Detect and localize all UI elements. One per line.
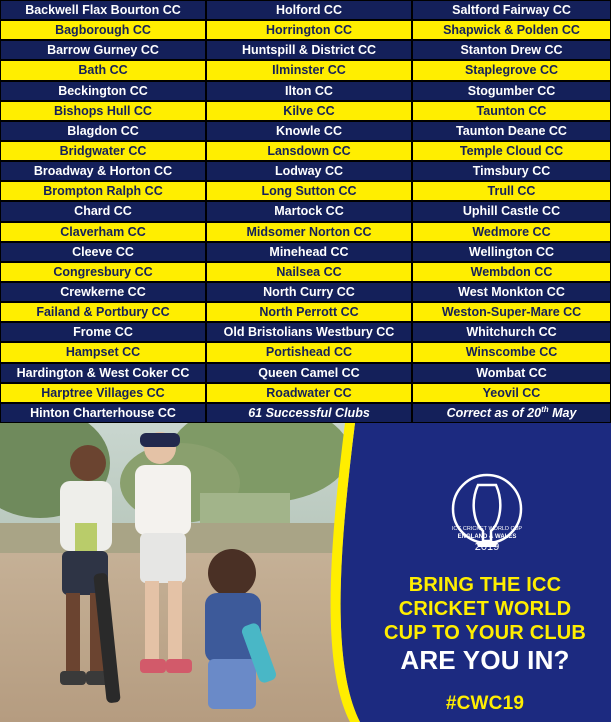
club-cell: Saltford Fairway CC [412,0,611,20]
club-cell: Bishops Hull CC [0,101,206,121]
club-cell: Nailsea CC [206,262,412,282]
club-cell: Taunton CC [412,101,611,121]
table-row [0,383,611,403]
club-cell: Holford CC [206,0,412,20]
logo-year: 2019 [474,541,500,553]
club-cell: Ilminster CC [206,60,412,80]
table-row [0,242,611,262]
logo-line-2: ENGLAND & WALES [457,534,517,540]
club-cell: Horrington CC [206,20,412,40]
club-cell: Midsomer Norton CC [206,222,412,242]
table-row [0,101,611,121]
club-cell: Weston-Super-Mare CC [412,302,611,322]
club-cell: Lodway CC [206,161,412,181]
club-cell: Huntspill & District CC [206,40,412,60]
table-row [0,81,611,101]
club-cell: Hampset CC [0,342,206,362]
table-row [0,60,611,80]
club-cell: Hardington & West Coker CC [0,363,206,383]
club-cell: Failand & Portbury CC [0,302,206,322]
headline-line-4: ARE YOU IN? [400,645,570,675]
table-row [0,282,611,302]
club-cell: Uphill Castle CC [412,201,611,221]
date-prefix: Correct as of 20 [446,405,542,420]
club-cell: Stanton Drew CC [412,40,611,60]
club-cell: Minehead CC [206,242,412,262]
club-cell: Timsbury CC [412,161,611,181]
cwc19-panel [0,423,611,722]
club-cell: Yeovil CC [412,383,611,403]
club-cell: Blagdon CC [0,121,206,141]
club-cell: Bath CC [0,60,206,80]
table-row [0,322,611,342]
club-cell: Bridgwater CC [0,141,206,161]
club-cell: Martock CC [206,201,412,221]
correct-as-of-date: Correct as of 20 $^{th}$ May [412,403,611,423]
club-cell: Queen Camel CC [206,363,412,383]
table-row [0,141,611,161]
club-cell: North Curry CC [206,282,412,302]
club-cell: Staplegrove CC [412,60,611,80]
club-cell: Long Sutton CC [206,181,412,201]
club-cell: Congresbury CC [0,262,206,282]
club-cell: Trull CC [412,181,611,201]
club-cell: Knowle CC [206,121,412,141]
club-cell: West Monkton CC [412,282,611,302]
club-cell: Old Bristolians Westbury CC [206,322,412,342]
club-cell: Wellington CC [412,242,611,262]
date-suffix: May [548,405,577,420]
club-cell: Beckington CC [0,81,206,101]
hashtag: #CWC19 [445,693,525,714]
cwc19-promo-banner [0,423,611,722]
table-row [0,201,611,221]
club-cell: Wombat CC [412,363,611,383]
club-cell: Crewkerne CC [0,282,206,302]
club-cell: Kilve CC [206,101,412,121]
table-row [0,121,611,141]
table-row [0,302,611,322]
logo-line-1: ICC CRICKET WORLD CUP [451,526,523,532]
club-cell: Wedmore CC [412,222,611,242]
club-cell: Barrow Gurney CC [0,40,206,60]
table-footer-row [0,403,611,423]
club-cell: Brompton Ralph CC [0,181,206,201]
club-cell: Frome CC [0,322,206,342]
table-row [0,222,611,242]
club-cell: Hinton Charterhouse CC [0,403,206,423]
headline-line-3: CUP TO YOUR CLUB [383,622,587,644]
club-cell: Cleeve CC [0,242,206,262]
club-cell: Roadwater CC [206,383,412,403]
table-row [0,342,611,362]
club-cell: Portishead CC [206,342,412,362]
club-cell: Shapwick & Polden CC [412,20,611,40]
club-cell: Temple Cloud CC [412,141,611,161]
table-row [0,181,611,201]
club-cell: Winscombe CC [412,342,611,362]
club-cell: Lansdown CC [206,141,412,161]
club-cell: Chard CC [0,201,206,221]
club-cell: Wembdon CC [412,262,611,282]
club-cell: North Perrott CC [206,302,412,322]
club-cell: Claverham CC [0,222,206,242]
club-cell: Whitchurch CC [412,322,611,342]
club-cell: Stogumber CC [412,81,611,101]
table-row [0,262,611,282]
headline-line-1: BRING THE ICC [408,574,562,596]
world-cup-trophy-icon [450,473,524,571]
club-cell: Bagborough CC [0,20,206,40]
table-row [0,161,611,181]
table-row [0,363,611,383]
club-cell: Broadway & Horton CC [0,161,206,181]
table-row [0,20,611,40]
headline-line-2: CRICKET WORLD [398,598,572,620]
table-row [0,40,611,60]
table-row [0,0,611,20]
club-cell: Backwell Flax Bourton CC [0,0,206,20]
club-cell: Harptree Villages CC [0,383,206,403]
club-cell: Taunton Deane CC [412,121,611,141]
club-count: 61 Successful Clubs [206,403,412,423]
club-cell: Ilton CC [206,81,412,101]
